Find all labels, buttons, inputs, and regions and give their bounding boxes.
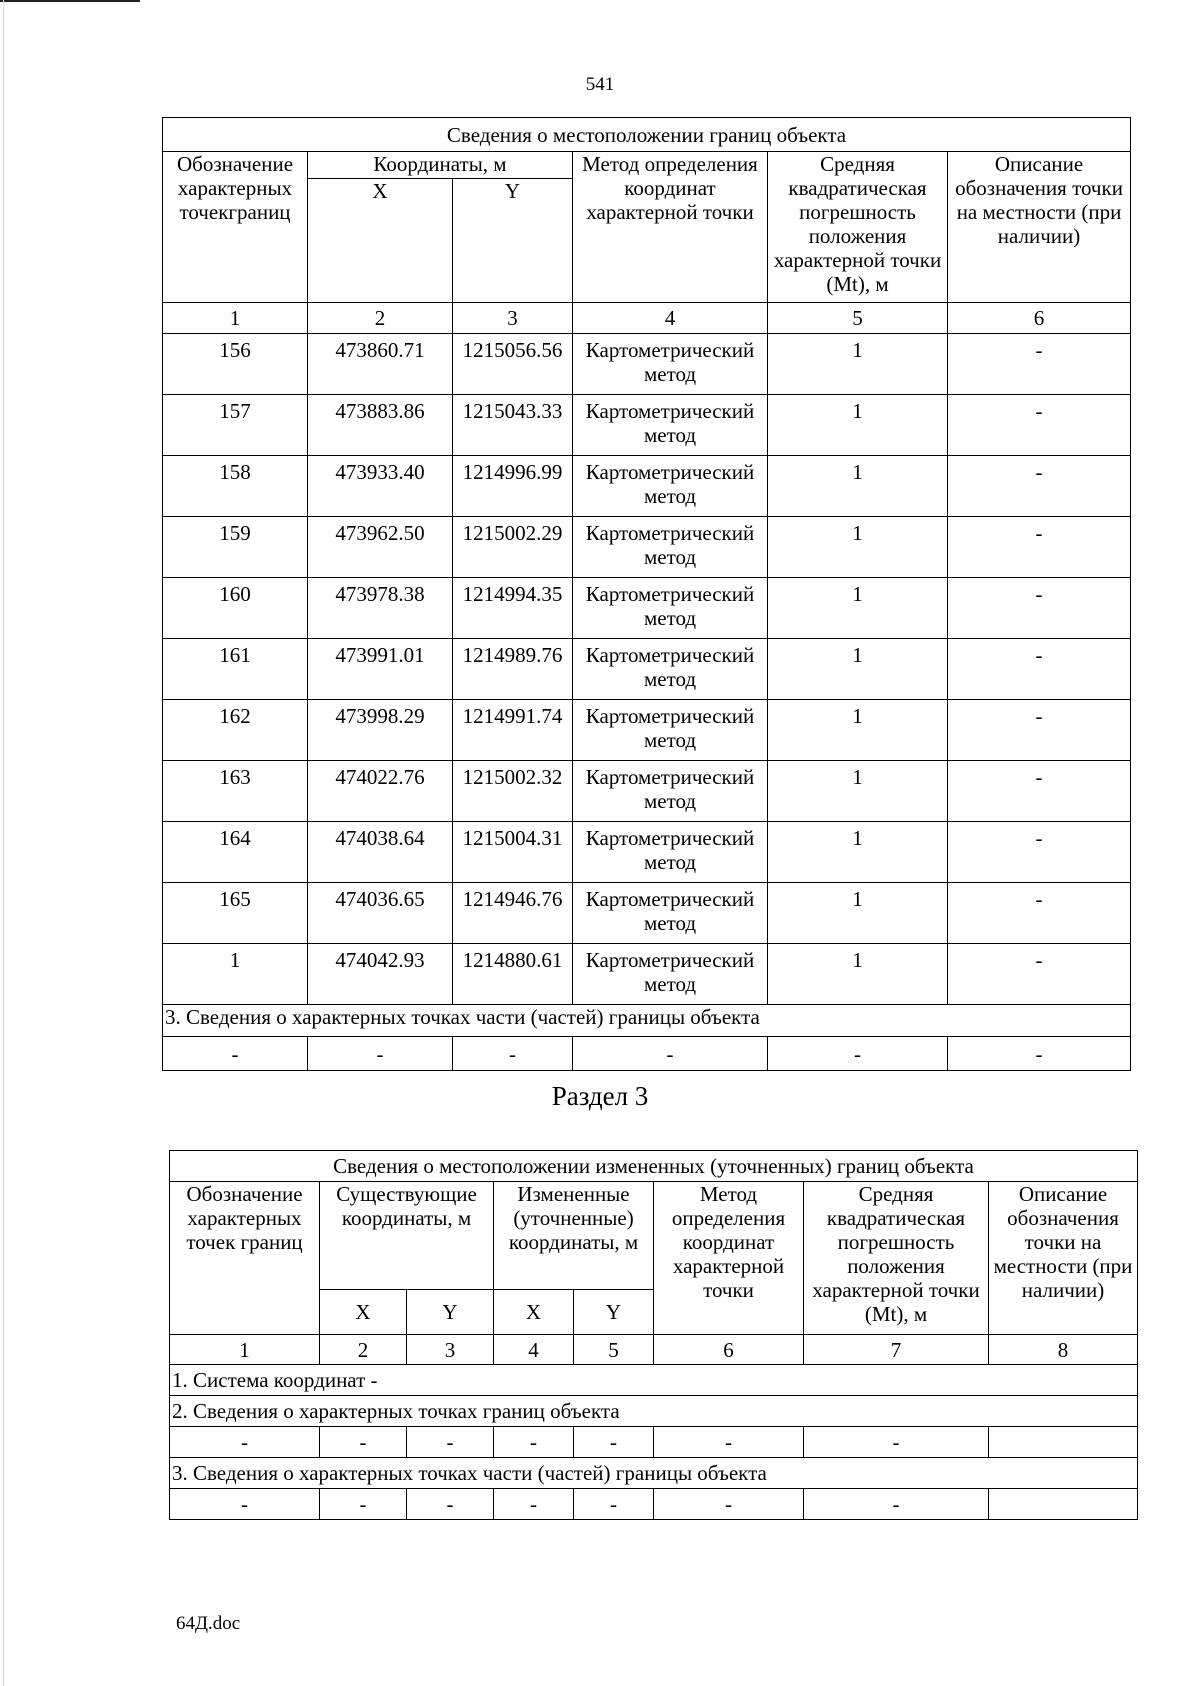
section-title: Раздел 3 (551, 1081, 649, 1111)
table-cell: Картометрический метод (573, 639, 768, 700)
table-cell: - (948, 517, 1131, 578)
table-cell: 1215004.31 (453, 822, 573, 883)
table-cell: 474022.76 (308, 761, 453, 822)
table-cell: - (804, 1427, 989, 1458)
table-cell: 473998.29 (308, 700, 453, 761)
table-cell: - (654, 1427, 804, 1458)
table-cell: 473991.01 (308, 639, 453, 700)
table-cell: - (948, 334, 1131, 395)
table-cell: - (948, 761, 1131, 822)
header-mean-error: Средняя квадратическая погрешность положения характерной точки (Mt), м (804, 1182, 989, 1335)
table-cell: 1 (163, 944, 308, 1005)
table-cell: - (768, 1037, 948, 1071)
table-cell: - (407, 1489, 494, 1520)
table-cell: 473860.71 (308, 334, 453, 395)
table-cell: - (948, 944, 1131, 1005)
table-cell: - (320, 1489, 407, 1520)
table-cell: 164 (163, 822, 308, 883)
table-cell: 1 (768, 883, 948, 944)
table-cell: - (163, 1037, 308, 1071)
header-method: Метод определения координат характерной точки (654, 1182, 804, 1335)
table-cell: 1214994.35 (453, 578, 573, 639)
table-cell: - (407, 1427, 494, 1458)
table-cell: 162 (163, 700, 308, 761)
column-number: 1 (163, 303, 308, 334)
table-cell: 165 (163, 883, 308, 944)
column-number: 8 (989, 1335, 1138, 1365)
column-number: 1 (170, 1335, 320, 1365)
table-cell: 163 (163, 761, 308, 822)
column-number: 5 (768, 303, 948, 334)
header-x: X (494, 1290, 574, 1335)
header-point-designation: Обозначение характерных точек границ (170, 1182, 320, 1335)
table-row (163, 700, 1131, 761)
table-cell: - (170, 1427, 320, 1458)
table-cell: 1 (768, 822, 948, 883)
coord-system-row: 1. Система координат - (170, 1365, 1138, 1396)
table-row (163, 944, 1131, 1005)
column-number: 5 (574, 1335, 654, 1365)
table-cell: Картометрический метод (573, 578, 768, 639)
table-cell: - (948, 395, 1131, 456)
table-cell: 474036.65 (308, 883, 453, 944)
table-cell: 1215043.33 (453, 395, 573, 456)
column-number: 6 (948, 303, 1131, 334)
table-cell: 473933.40 (308, 456, 453, 517)
table-cell: 473883.86 (308, 395, 453, 456)
scan-left-edge (3, 0, 4, 1686)
table-cell: 1 (768, 517, 948, 578)
table-cell: Картометрический метод (573, 883, 768, 944)
table-caption: Сведения о местоположении границ объекта (163, 118, 1131, 152)
table-cell: 1 (768, 700, 948, 761)
table-cell: - (574, 1427, 654, 1458)
table-cell: - (308, 1037, 453, 1071)
table-cell: - (320, 1427, 407, 1458)
table-cell: 1215002.32 (453, 761, 573, 822)
header-mean-error: Средняя квадратическая погрешность положения характерной точки (Mt), м (768, 152, 948, 303)
changed-boundaries-table (169, 1150, 1138, 1520)
table-cell: - (574, 1489, 654, 1520)
table-cell: 473978.38 (308, 578, 453, 639)
table-cell: Картометрический метод (573, 456, 768, 517)
table-cell: Картометрический метод (573, 822, 768, 883)
table-cell: Картометрический метод (573, 700, 768, 761)
column-number: 7 (804, 1335, 989, 1365)
header-y: Y (407, 1290, 494, 1335)
parts-section-heading: 3. Сведения о характерных точках части (частей) границы объекта (163, 1005, 1131, 1037)
column-number: 3 (407, 1335, 494, 1365)
table-cell: 1 (768, 761, 948, 822)
table-cell: - (494, 1427, 574, 1458)
table-cell: 1215002.29 (453, 517, 573, 578)
table-row (163, 517, 1131, 578)
table-cell: 1 (768, 944, 948, 1005)
table-row (163, 639, 1131, 700)
header-y: Y (574, 1290, 654, 1335)
table-cell: - (948, 883, 1131, 944)
table-cell: - (453, 1037, 573, 1071)
header-coordinates: Координаты, м (308, 152, 573, 179)
table-row (163, 578, 1131, 639)
table-row (163, 822, 1131, 883)
table-cell: - (948, 639, 1131, 700)
table-cell: 474038.64 (308, 822, 453, 883)
table-cell: 474042.93 (308, 944, 453, 1005)
table-cell: 1214991.74 (453, 700, 573, 761)
table-cell: - (948, 700, 1131, 761)
table-cell: - (948, 578, 1131, 639)
table-cell: 1214989.76 (453, 639, 573, 700)
table-cell: Картометрический метод (573, 334, 768, 395)
header-existing-coordinates: Существующие координаты, м (320, 1182, 494, 1290)
table-body (163, 334, 1131, 1005)
table-cell: Картометрический метод (573, 517, 768, 578)
header-y: Y (453, 179, 573, 303)
table-row (163, 395, 1131, 456)
table-cell: - (494, 1489, 574, 1520)
table-cell: Картометрический метод (573, 395, 768, 456)
table-cell: - (573, 1037, 768, 1071)
column-number: 3 (453, 303, 573, 334)
table-cell: 156 (163, 334, 308, 395)
table-cell: 160 (163, 578, 308, 639)
table-cell (989, 1489, 1138, 1520)
table-cell: 1 (768, 578, 948, 639)
boundaries-table (162, 117, 1131, 1071)
table-cell: 1 (768, 395, 948, 456)
table-cell (989, 1427, 1138, 1458)
table-row (163, 883, 1131, 944)
page-number: 541 (585, 74, 615, 95)
footer-filename: 64Д.doc (176, 1613, 241, 1634)
column-number: 2 (308, 303, 453, 334)
table-caption: Сведения о местоположении измененных (уточненных) границ объекта (170, 1151, 1138, 1182)
table-cell: 473962.50 (308, 517, 453, 578)
table-row (163, 761, 1131, 822)
table-cell: 161 (163, 639, 308, 700)
column-number: 4 (573, 303, 768, 334)
table-cell: 158 (163, 456, 308, 517)
table-cell: Картометрический метод (573, 944, 768, 1005)
column-number: 6 (654, 1335, 804, 1365)
table-cell: 157 (163, 395, 308, 456)
parts-section-heading: 3. Сведения о характерных точках части (частей) границы объекта (170, 1458, 1138, 1489)
scan-artifact-line (0, 0, 140, 2)
table-cell: - (170, 1489, 320, 1520)
header-description: Описание обозначения точки на местности (при наличии) (948, 152, 1131, 303)
table-cell: - (654, 1489, 804, 1520)
column-number: 2 (320, 1335, 407, 1365)
table-cell: 1 (768, 334, 948, 395)
table-row (163, 334, 1131, 395)
header-x: X (308, 179, 453, 303)
table-cell: 1214880.61 (453, 944, 573, 1005)
table-cell: - (804, 1489, 989, 1520)
header-x: X (320, 1290, 407, 1335)
table-cell: 1214946.76 (453, 883, 573, 944)
table-cell: 1 (768, 639, 948, 700)
table-row (163, 456, 1131, 517)
table-cell: 1 (768, 456, 948, 517)
table-cell: - (948, 1037, 1131, 1071)
table-cell: Картометрический метод (573, 761, 768, 822)
header-method: Метод определения координат характерной точки (573, 152, 768, 303)
points-section-heading: 2. Сведения о характерных точках границ объекта (170, 1396, 1138, 1427)
table-cell: 1214996.99 (453, 456, 573, 517)
table-cell: 159 (163, 517, 308, 578)
table-cell: - (948, 822, 1131, 883)
header-changed-coordinates: Измененные (уточненные) координаты, м (494, 1182, 654, 1290)
header-description: Описание обозначения точки на местности (при наличии) (989, 1182, 1138, 1335)
header-point-designation: Обозначение характерных точекграниц (163, 152, 308, 303)
table-cell: 1215056.56 (453, 334, 573, 395)
table-cell: - (948, 456, 1131, 517)
column-number: 4 (494, 1335, 574, 1365)
